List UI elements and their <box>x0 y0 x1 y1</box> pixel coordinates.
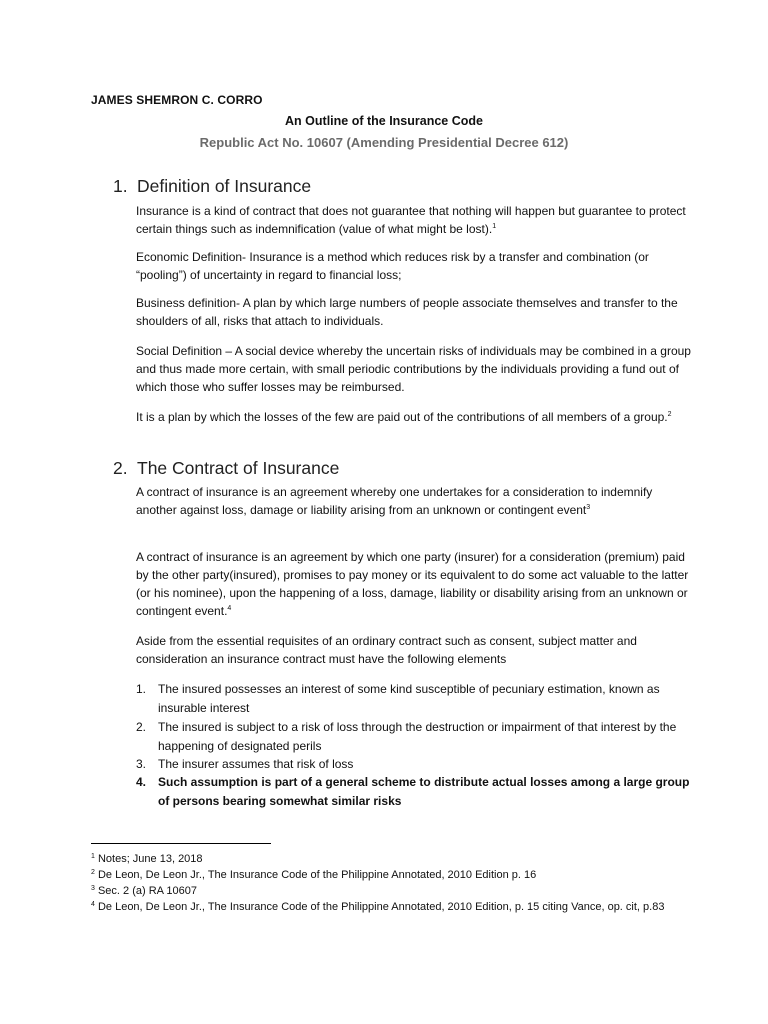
section-heading-contract <box>113 458 339 479</box>
list-item-number: 4. <box>136 775 147 789</box>
footnote: $^1$ Notes; June 13, 2018 <box>91 853 203 865</box>
paragraph: Economic Definition- Insurance is a method which reduces risk by a transfer and combination (or “pooling”) of uncertainty in regard to financial loss; <box>136 250 649 282</box>
paragraph: A contract of insurance is an agreement whereby one undertakes for a consideration to indemnify another against loss, damage or liability arising from an unknown or contingent event$^3$ <box>136 485 653 517</box>
footnote-ref: 3 <box>586 504 591 511</box>
paragraph: It is a plan by which the losses of the few are paid out of the contributions of all members of a group.$^2$ <box>136 410 672 424</box>
list-item: Such assumption is part of a general scheme to distribute actual losses among a large group of persons bearing somewhat similar risks <box>158 775 690 808</box>
list-item: The insured is subject to a risk of loss through the destruction or impairment of that interest by the happening of designated perils <box>158 720 677 753</box>
section-number: 1. <box>113 176 128 196</box>
list-item: The insurer assumes that risk of loss <box>158 757 354 771</box>
footnote-divider <box>91 843 271 844</box>
footnote-ref: 2 <box>667 411 672 418</box>
list-item-number: 1. <box>136 682 147 696</box>
list-item: The insured possesses an interest of some kind susceptible of pecuniary estimation, known as insurable interest <box>158 682 660 715</box>
paragraph: Social Definition – A social device whereby the uncertain risks of individuals may be combined in a group and thus made more certain, with small periodic contributions by the individuals providing a fund out of which those who suffer losses may be reimbursed. <box>136 344 691 394</box>
author-name: JAMES SHEMRON C. CORRO <box>91 93 263 107</box>
paragraph: Insurance is a kind of contract that does not guarantee that nothing will happen but guarantee to protect certain things such as indemnification (value of what might be lost).$^1$ <box>136 204 686 236</box>
document-title: An Outline of the Insurance Code <box>285 114 483 128</box>
section-title: The Contract of Insurance <box>137 458 340 478</box>
section-title: Definition of Insurance <box>137 176 312 196</box>
footnote: $^2$ De Leon, De Leon Jr., The Insurance Code of the Philippine Annotated, 2010 Edition p. 16 <box>91 869 537 881</box>
paragraph: Aside from the essential requisites of an ordinary contract such as consent, subject matter and consideration an insurance contract must have the following elements <box>136 634 637 666</box>
footnote-ref: 1 <box>492 223 497 230</box>
paragraph: A contract of insurance is an agreement by which one party (insurer) for a consideration (premium) paid by the other party(insured), promises to pay money or its equivalent to do some act valuable to the latter (or his nominee), upon the happening of a loss, damage, liability or disability arising from an unknown or contingent event.$^4$ <box>136 550 689 618</box>
list-item-number: 3. <box>136 757 147 771</box>
paragraph: Business definition- A plan by which large numbers of people associate themselves and transfer to the shoulders of all, risks that attach to individuals. <box>136 296 678 328</box>
footnote: $^3$ Sec. 2 (a) RA 10607 <box>91 885 198 897</box>
section-number: 2. <box>113 458 128 478</box>
document-subtitle: Republic Act No. 10607 (Amending Presidential Decree 612) <box>199 135 569 150</box>
list-item-number: 2. <box>136 720 147 734</box>
footnote-ref: 4 <box>227 605 232 612</box>
section-heading-definition <box>113 176 311 197</box>
footnote: $^4$ De Leon, De Leon Jr., The Insurance Code of the Philippine Annotated, 2010 Edition, p. 15 citing Vance, op. cit, p.83 <box>91 901 665 913</box>
